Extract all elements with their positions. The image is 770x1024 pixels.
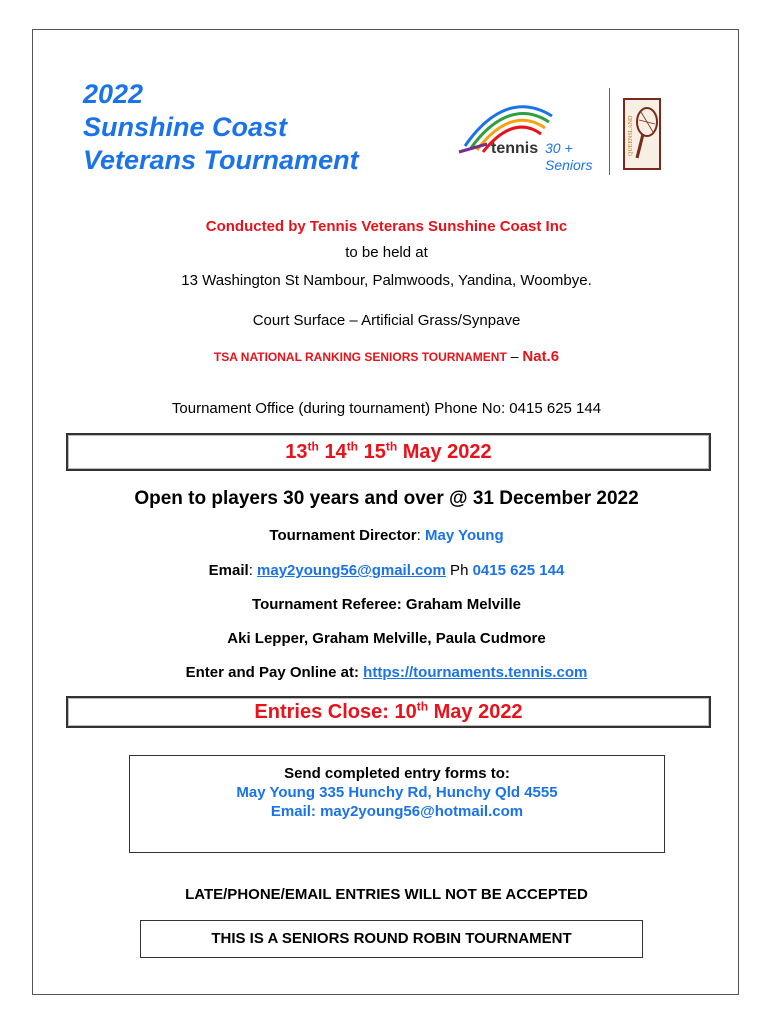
date-month-year: May 2022 [402,441,492,463]
qld-logo-text: QUEENSLAND [628,115,634,156]
director-phone: 0415 625 144 [472,562,565,579]
referee-text: Tournament Referee: Graham Melville [252,596,521,613]
held-at-text: to be held at [345,244,428,261]
date-day-3-suffix: th [385,439,398,454]
round-robin-box [140,920,643,958]
tournament-title [83,78,359,177]
director-line [33,527,740,544]
director-email-link[interactable]: may2young56@gmail.com [257,562,446,579]
entries-close-suffix: May 2022 [428,701,523,723]
logo-tennis-word: tennis [491,140,539,157]
date-day-2-suffix: th [346,439,359,454]
document-page [32,29,739,995]
tennis-seniors-logo [457,94,607,174]
enter-online-line [33,664,740,681]
contact-line [33,562,740,579]
venues-text: 13 Washington St Nambour, Palmwoods, Yandina, Woombye. [181,272,592,289]
entries-close-prefix: Entries Close: 10 [254,701,417,723]
entries-close-box [66,696,711,728]
ranking-dash: – [506,348,523,364]
court-surface-text: Court Surface – Artificial Grass/Synpave [252,312,521,329]
email-separator: : [248,562,258,579]
ranking-text: TSA NATIONAL RANKING SENIORS TOURNAMENT [213,350,507,364]
send-email: Email: may2young56@hotmail.com [270,803,524,820]
entries-close-suffix-sup: th [416,699,429,714]
email-label: Email [208,562,249,579]
logo-age-text: 30 + [545,140,573,156]
enter-online-label: Enter and Pay Online at: [185,664,364,681]
ranking-level: Nat.6 [522,348,560,365]
entry-url-link[interactable]: https://tournaments.tennis.com [363,664,588,681]
date-day-3: 15 [363,441,386,463]
ranking-line [33,348,740,366]
conducted-by: Conducted by Tennis Veterans Sunshine Coast Inc [205,218,568,235]
eligibility-text: Open to players 30 years and over @ 31 December 2022 [134,488,639,509]
tournament-dates-box [66,433,711,471]
title-year: 2022 [83,79,144,109]
logo-divider [609,88,610,175]
tennis-queensland-logo [623,98,661,170]
date-day-2: 14 [324,441,347,463]
round-robin-text: THIS IS A SENIORS ROUND ROBIN TOURNAMENT [211,930,572,947]
date-day-1-suffix: th [307,439,319,454]
date-day-1: 13 [285,441,308,463]
phone-label: Ph [445,562,473,579]
director-separator: : [416,527,425,544]
office-phone-text: Tournament Office (during tournament) Phone No: 0415 625 144 [171,400,602,417]
late-entries-notice: LATE/PHONE/EMAIL ENTRIES WILL NOT BE ACCEPTED [185,886,588,903]
title-event: Veterans Tournament [83,145,359,175]
send-address: May Young 335 Hunchy Rd, Hunchy Qld 4555 [236,784,558,801]
send-entries-box [129,755,665,853]
send-heading: Send completed entry forms to: [284,765,510,782]
officials-text: Aki Lepper, Graham Melville, Paula Cudmore [227,630,546,647]
title-region: Sunshine Coast [83,112,288,142]
director-label: Tournament Director [269,527,417,544]
logo-seniors-text: Seniors [545,157,593,173]
director-name: May Young [424,527,504,544]
